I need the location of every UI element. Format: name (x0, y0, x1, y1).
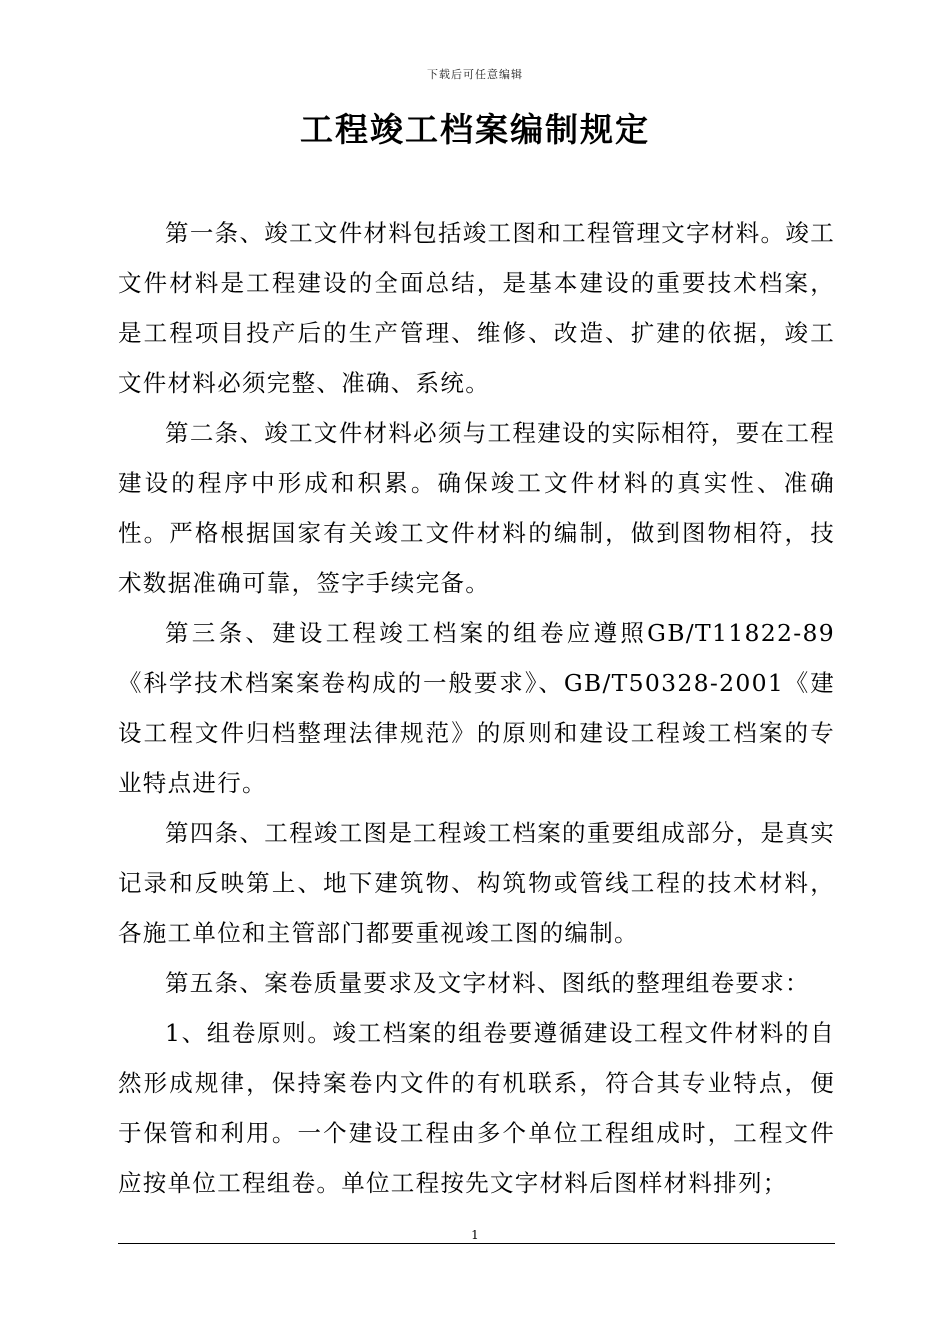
paragraph-article-5: 第五条、案卷质量要求及文字材料、图纸的整理组卷要求： (165, 969, 810, 997)
page-number: 1 (471, 1228, 479, 1242)
paragraph-article-2: 第二条、竣工文件材料必须与工程建设的实际相符，要在工程建设的程序中形成和积累。确保竣工文件材料的真实性、准确性。严格根据国家有关竣工文件材料的编制，做到图物相符，技术数据准确可靠，签字手续完备。 (118, 419, 835, 597)
paragraph-item-1: 1、组卷原则。竣工档案的组卷要遵循建设工程文件材料的自然形成规律，保持案卷内文件的有机联系，符合其专业特点，便于保管和利用。一个建设工程由多个单位工程组成时，工程文件应按单位工程组卷。单位工程按先文字材料后图样材料排列； (118, 1019, 835, 1197)
page-header-note: 下载后可任意编辑 (427, 68, 523, 81)
footer-divider (118, 1243, 835, 1244)
paragraph-article-4: 第四条、工程竣工图是工程竣工档案的重要组成部分，是真实记录和反映第上、地下建筑物、构筑物或管线工程的技术材料，各施工单位和主管部门都要重视竣工图的编制。 (118, 819, 835, 947)
paragraph-article-1: 第一条、竣工文件材料包括竣工图和工程管理文字材料。竣工文件材料是工程建设的全面总结，是基本建设的重要技术档案，是工程项目投产后的生产管理、维修、改造、扩建的依据，竣工文件材料必须完整、准确、系统。 (118, 219, 835, 397)
document-title: 工程竣工档案编制规定 (300, 110, 650, 149)
document-body (118, 208, 835, 1208)
paragraph-article-3: 第三条、建设工程竣工档案的组卷应遵照GB/T11822-89《科学技术档案案卷构成的一般要求》、GB/T50328-2001《建设工程文件归档整理法律规范》的原则和建设工程竣工档案的专业特点进行。 (118, 619, 835, 797)
